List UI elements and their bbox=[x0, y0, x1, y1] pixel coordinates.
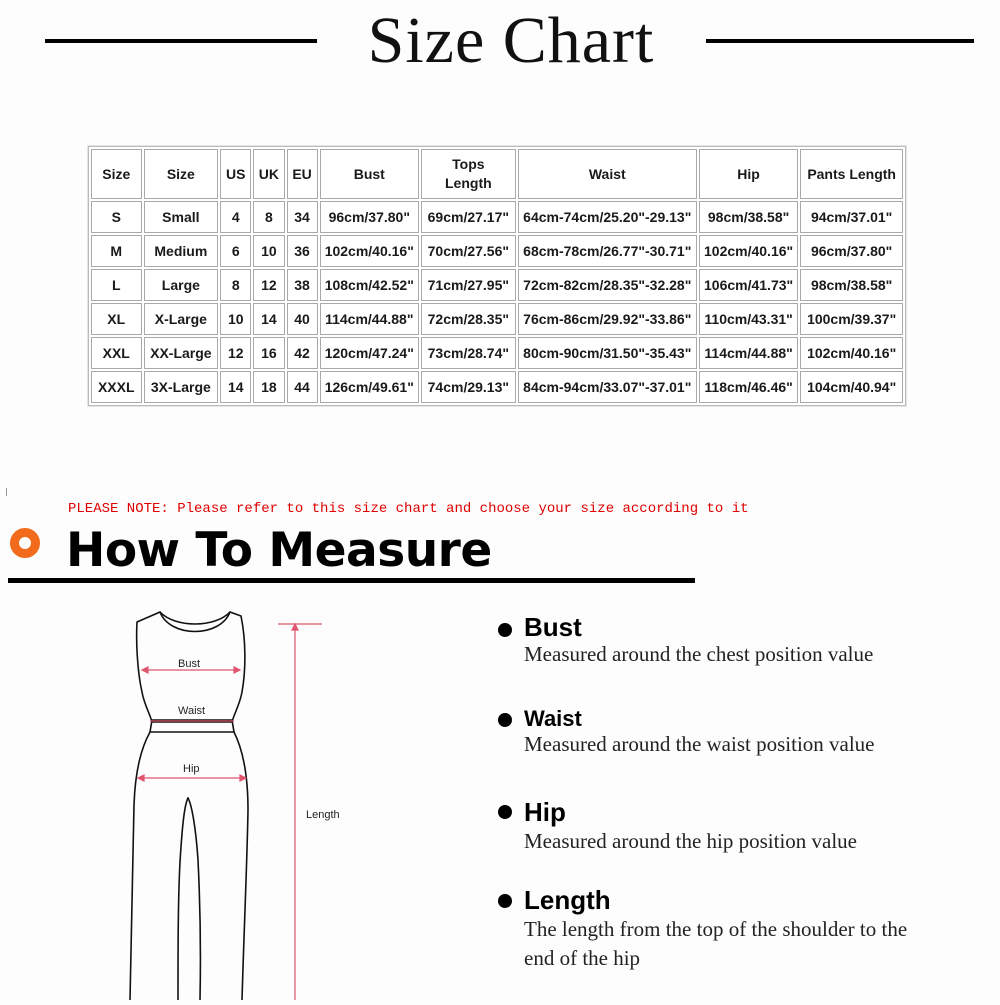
table-cell: 14 bbox=[253, 303, 284, 335]
table-row bbox=[91, 303, 903, 335]
table-cell: 10 bbox=[253, 235, 284, 267]
table-cell: 106cm/41.73" bbox=[699, 269, 798, 301]
table-cell: XXL bbox=[91, 337, 142, 369]
table-cell: 69cm/27.17" bbox=[421, 201, 516, 233]
table-cell: XXXL bbox=[91, 371, 142, 403]
please-note-text: PLEASE NOTE: Please refer to this size chart and choose your size according to it bbox=[68, 501, 749, 517]
column-header: Hip bbox=[699, 149, 798, 199]
bust-label: Bust bbox=[178, 658, 201, 670]
table-cell: 102cm/40.16" bbox=[699, 235, 798, 267]
table-cell: 120cm/47.24" bbox=[320, 337, 419, 369]
measure-item-title: Hip bbox=[524, 797, 566, 827]
measure-item-desc: Measured around the chest position value bbox=[524, 642, 874, 666]
jumpsuit-figure bbox=[0, 600, 470, 1000]
bullet-dot-icon bbox=[498, 713, 512, 727]
table-cell: 40 bbox=[287, 303, 318, 335]
bullet-dot-icon bbox=[498, 623, 512, 637]
table-cell: 98cm/38.58" bbox=[800, 269, 903, 301]
measure-item-desc: Measured around the waist position value bbox=[524, 732, 875, 756]
table-cell: 8 bbox=[253, 201, 284, 233]
title-rule-left bbox=[45, 39, 317, 43]
measure-item-title: Waist bbox=[524, 706, 582, 731]
table-row bbox=[91, 269, 903, 301]
column-header: Pants Length bbox=[800, 149, 903, 199]
how-to-measure-title: How To Measure bbox=[66, 523, 492, 578]
table-cell: 118cm/46.46" bbox=[699, 371, 798, 403]
table-cell: 3X-Large bbox=[144, 371, 219, 403]
table-cell: 104cm/40.94" bbox=[800, 371, 903, 403]
bullet-dot-icon bbox=[498, 894, 512, 908]
table-cell: S bbox=[91, 201, 142, 233]
column-header bbox=[421, 149, 516, 199]
bullet-dot-icon bbox=[498, 805, 512, 819]
table-cell: XX-Large bbox=[144, 337, 219, 369]
table-cell: 44 bbox=[287, 371, 318, 403]
hip-label: Hip bbox=[183, 763, 200, 775]
size-chart-table bbox=[88, 146, 906, 406]
measure-item-desc: Measured around the hip position value bbox=[524, 829, 858, 853]
table-cell: 12 bbox=[253, 269, 284, 301]
table-cell: 102cm/40.16" bbox=[800, 337, 903, 369]
table-row bbox=[91, 371, 903, 403]
column-header: UK bbox=[253, 149, 284, 199]
table-cell: 84cm-94cm/33.07"-37.01" bbox=[518, 371, 697, 403]
table-row bbox=[91, 235, 903, 267]
table-cell: 14 bbox=[220, 371, 251, 403]
table-cell: Large bbox=[144, 269, 219, 301]
table-cell: 71cm/27.95" bbox=[421, 269, 516, 301]
measure-item-desc: The length from the top of the shoulder to the end of the hip bbox=[524, 917, 908, 970]
measure-item-title: Length bbox=[524, 885, 611, 915]
table-cell: M bbox=[91, 235, 142, 267]
table-row bbox=[91, 337, 903, 369]
column-header: Bust bbox=[320, 149, 419, 199]
how-to-measure-rule bbox=[8, 578, 695, 583]
table-cell: 6 bbox=[220, 235, 251, 267]
column-header: US bbox=[220, 149, 251, 199]
table-cell: Medium bbox=[144, 235, 219, 267]
table-cell: 126cm/49.61" bbox=[320, 371, 419, 403]
table-cell: 76cm-86cm/29.92"-33.86" bbox=[518, 303, 697, 335]
table-cell: 38 bbox=[287, 269, 318, 301]
column-header: Waist bbox=[518, 149, 697, 199]
table-cell: 68cm-78cm/26.77"-30.71" bbox=[518, 235, 697, 267]
table-header-row bbox=[91, 149, 903, 199]
table-cell: 110cm/43.31" bbox=[699, 303, 798, 335]
table-cell: 98cm/38.58" bbox=[699, 201, 798, 233]
column-header-text: Tops Length bbox=[445, 156, 492, 191]
table-cell: 72cm/28.35" bbox=[421, 303, 516, 335]
table-cell: 96cm/37.80" bbox=[320, 201, 419, 233]
title-rule-right bbox=[706, 39, 974, 43]
table-cell: 64cm-74cm/25.20"-29.13" bbox=[518, 201, 697, 233]
table-cell: 114cm/44.88" bbox=[699, 337, 798, 369]
waist-label: Waist bbox=[178, 705, 206, 717]
column-header: Size bbox=[91, 149, 142, 199]
column-header: Size bbox=[144, 149, 219, 199]
tick-mark bbox=[6, 488, 7, 496]
table-cell: 94cm/37.01" bbox=[800, 201, 903, 233]
table-cell: 16 bbox=[253, 337, 284, 369]
table-cell: 12 bbox=[220, 337, 251, 369]
table-cell: 73cm/28.74" bbox=[421, 337, 516, 369]
table-cell: Small bbox=[144, 201, 219, 233]
table-cell: 72cm-82cm/28.35"-32.28" bbox=[518, 269, 697, 301]
table-cell: 36 bbox=[287, 235, 318, 267]
table-cell: 34 bbox=[287, 201, 318, 233]
jumpsuit-outline-icon bbox=[0, 600, 470, 1000]
table-cell: 10 bbox=[220, 303, 251, 335]
table-cell: 80cm-90cm/31.50"-35.43" bbox=[518, 337, 697, 369]
length-label: Length bbox=[306, 809, 340, 821]
page-title: Size Chart bbox=[367, 4, 655, 77]
table-cell: L bbox=[91, 269, 142, 301]
measure-item-title: Bust bbox=[524, 612, 582, 642]
table-cell: XL bbox=[91, 303, 142, 335]
orange-ring-icon bbox=[10, 528, 40, 558]
table-cell: 18 bbox=[253, 371, 284, 403]
table-cell: 100cm/39.37" bbox=[800, 303, 903, 335]
table-cell: 96cm/37.80" bbox=[800, 235, 903, 267]
table-row bbox=[91, 201, 903, 233]
table-cell: 102cm/40.16" bbox=[320, 235, 419, 267]
table-cell: 42 bbox=[287, 337, 318, 369]
table-cell: 70cm/27.56" bbox=[421, 235, 516, 267]
table-cell: X-Large bbox=[144, 303, 219, 335]
column-header: EU bbox=[287, 149, 318, 199]
table-cell: 108cm/42.52" bbox=[320, 269, 419, 301]
table-cell: 4 bbox=[220, 201, 251, 233]
table-cell: 114cm/44.88" bbox=[320, 303, 419, 335]
table-cell: 74cm/29.13" bbox=[421, 371, 516, 403]
table-body bbox=[91, 201, 903, 403]
table-cell: 8 bbox=[220, 269, 251, 301]
